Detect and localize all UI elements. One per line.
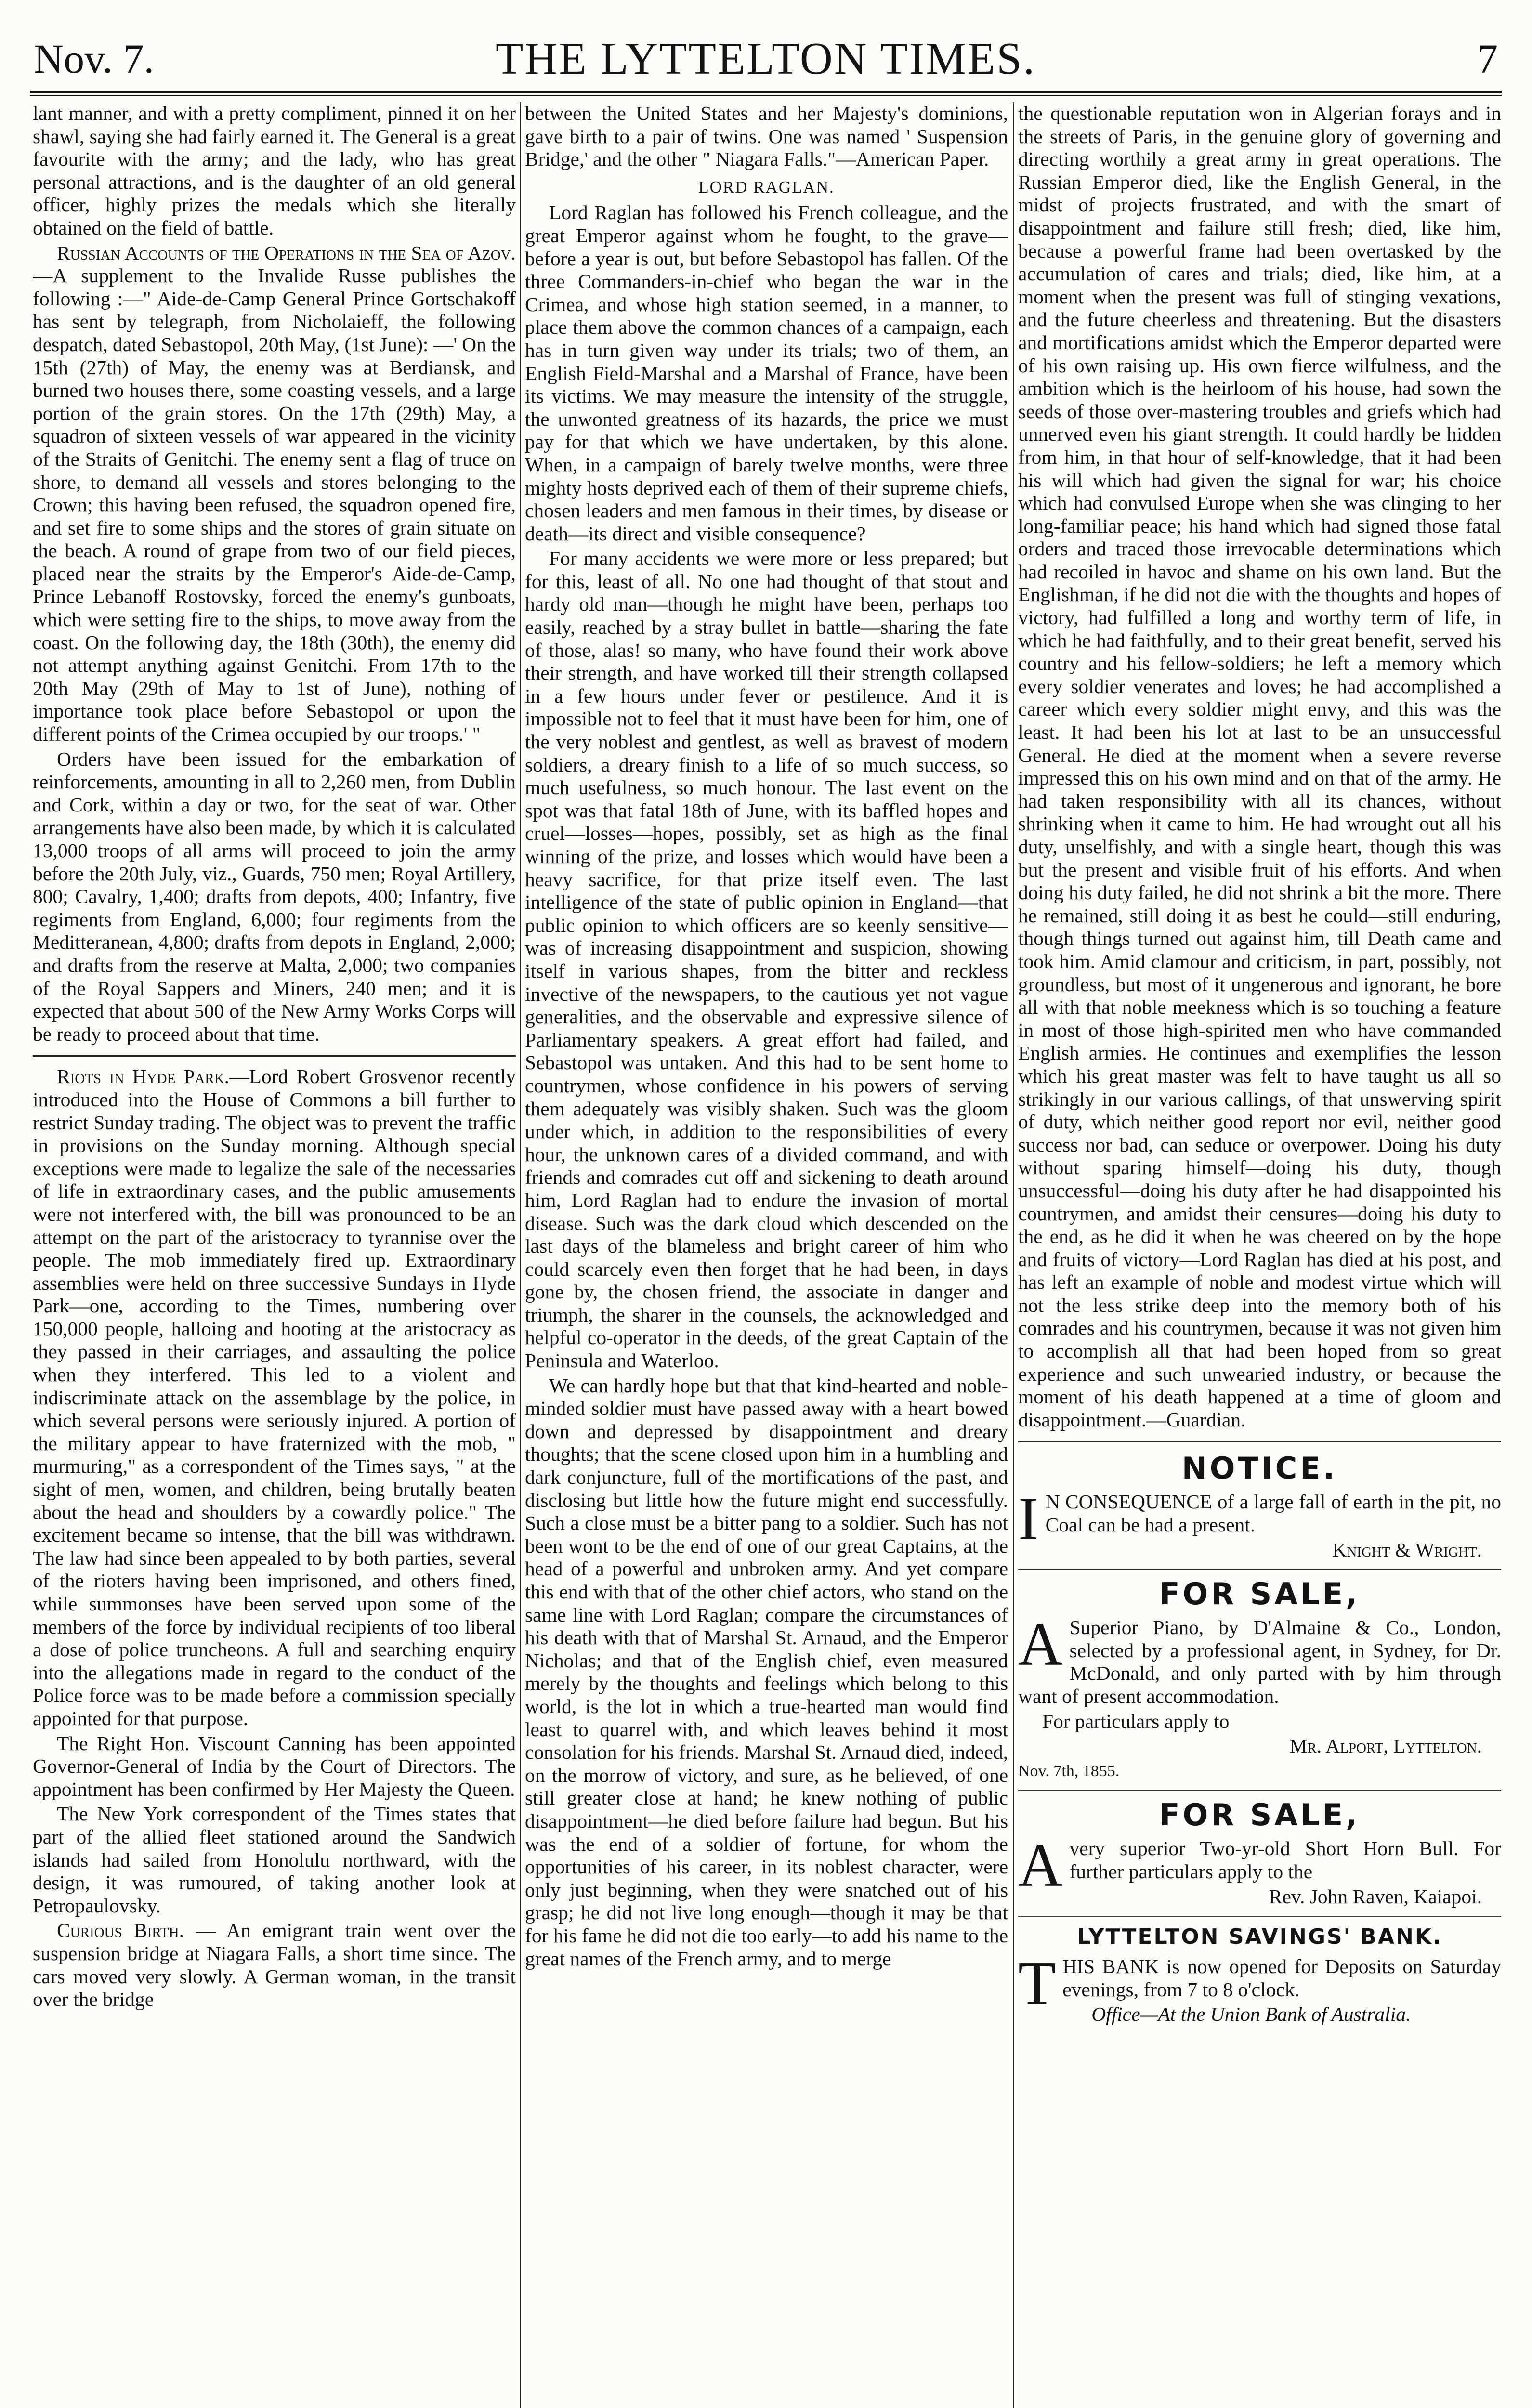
- ad-office: Office—At the Union Bank of Australia.: [1091, 2003, 1411, 2026]
- article-text: —A supplement to the Invalide Russe publishes the following :—" Aide-de-Camp General Prince Gortschakoff has sent by telegraph, from Nicholaieff, the following despatch, dated Sebastopol, 20th May, (1st June): —' On the 15th (27th) of May, the enemy was at Berdiansk, and burned two houses there, some coasting vessels, and a large portion of the grain stores. On the 17th (29th) May, a squadron of sixteen vessels of war appeared in the vicinity of the Straits of Genitchi. The enemy sent a flag of truce on shore, to demand all vessels and stores belonging to the Crown; this having been refused, the squadron opened fire, and set fire to some ships and the stores of grain situate on the beach. A round of grape from two of our field pieces, placed near the straits by the Emperor's Aide-de-Camp, Prince Lebanoff Rostovsky, forced the enemy's gunboats, which were setting fire to the ships, to move away from the coast. On the following day, the 18th (30th), the enemy did not attempt anything against Genitchi. From 17th to the 20th May (29th of May to 1st of June), nothing of importance took place before Sebastopol or upon the different points of the Crimea occupied by our troops.' ": [33, 264, 516, 746]
- column-1: [33, 102, 516, 2408]
- article-paragraph: [33, 1919, 516, 2011]
- article-text: lant manner, and with a pretty compliment, pinned it on her shawl, saying she had fairly earned it. The General is a great favourite with the army; and the lady, who has great personal attractions, and is the daughter of an old general officer, highly prizes the medals which she literally obtained on the field of battle.: [33, 102, 516, 239]
- page-number: 7: [1477, 36, 1498, 82]
- ad-heading: FOR SALE,: [1159, 1797, 1360, 1833]
- article-text: —Lord Robert Grosvenor recently introduced into the House of Commons a bill further to restrict Sunday trading. The object was to prevent the traffic in provisions on the Sunday morning. Although special exceptions were made to legalize the sale of the necessaries of life in extraordinary cases, and the public amusements were not interfered with, the bill was pronounced to be an attempt on the part of the aristocracy to tyrannise over the people. The mob immediately fired up. Extraordinary assemblies were held on three successive Sundays in Hyde Park—one, according to the Times, numbering over 150,000 people, halloing and hooting at the aristocracy as they passed in their carriages, and assaulting the police when they interfered. This led to a violent and indiscriminate attack on the assemblage by the police, in which several persons were seriously injured. A portion of the military appear to have fraternized with the mob, " murmuring," as a correspondent of the Times says, " at the sight of men, women, and children, being brutally beaten about the head and shoulders by a cowardly police." The excitement became so intense, that the bill was withdrawn. The law had since been appealed to by both parties, several of the rioters having been imprisoned, and others fined, while summonses have been served upon some of the members of the force by individual recipients of too liberal a dose of police truncheons. A full and searching enquiry into the allegations made in regard to the conduct of the Police force was to be made before a commission specially appointed for that purpose.: [33, 1065, 516, 1729]
- savings-bank-ad: [1018, 1924, 1501, 2026]
- article-text: The Right Hon. Viscount Canning has been appointed Governor-General of India by the Court of Directors. The appointment has been confirmed by Her Majesty the Queen.: [33, 1732, 516, 1800]
- article-heading: LORD RAGLAN.: [698, 177, 835, 196]
- ad-body: Superior Piano, by D'Almaine & Co., London, selected by a professional agent, in Sydney, for Dr. McDonald, and only parted with by him through want of present accommodation.: [1018, 1616, 1501, 1707]
- article-text: We can hardly hope but that that kind-hearted and noble-minded soldier must have passed away with a heart bowed down and depressed by disappointment and dreary thoughts; that the scene closed upon him in a humbling and dark conjuncture, full of the mortifications of the past, and disclosing but little how the future might end successfully. Such a close must be a bitter pang to a soldier. Such has not been wont to be the end of one of our great Captains, at the head of a powerful and unbroken army. And yet compare this end with that of the other chief actors, who stand on the same line with Lord Raglan; compare the circumstances of his death with that of Marshal St. Arnaud, and the Emperor Nicholas; and that of the English chief, even measured merely by the thoughts and feelings which belong to this world, is the lot in which a true-hearted man would find least to quarrel with, and which leaves behind it most consolation for his friends. Marshal St. Arnaud died, indeed, on the morrow of victory, and sure, as he believed, of one still greater close at hand; he knew nothing of public disappointment—he died before failure had begun. But his was the end of a soldier of fortune, for whom the opportunities of his career, in its noblest character, were only just beginning, when they were snatched out of his grasp; he did not live long enough—though it may be that for his fame he did not die too early—to add his name to the great names of the French army, and to merge: [525, 1374, 1008, 1970]
- piano-sale-ad: [1018, 1577, 1501, 1782]
- column-3: [1018, 102, 1501, 2408]
- drop-cap: T: [1018, 1949, 1056, 2018]
- ad-signature: Mr. Alport, Lyttelton.: [1289, 1735, 1482, 1757]
- ad-heading: NOTICE.: [1181, 1451, 1338, 1486]
- ad-separator: [1018, 1790, 1501, 1791]
- article-text: For many accidents we were more or less prepared; but for this, least of all. No one had thought of that stout and hardy old man—though he might have been, perhaps too easily, reached by a stray bullet in battle—sharing the fate of those, alas! so many, who have found their work above their strength, and have worked till their strength collapsed in a few hours under fever or pestilence. And it is impossible not to feel that it must have been for him, one of the very noblest and gentlest, as well as bravest of modern soldiers, a dreary finish to a life of so much success, so much usefulness, so much honour. The last event on the spot was that fatal 18th of June, with its baffled hopes and cruel—losses—hopes, possibly, set as high as the final winning of the prize, and losses which would have been a heavy sacrifice, for that prize itself even. The last intelligence of the state of public opinion in England—that public opinion to which officers are so keenly sensitive—was of increasing disappointment and suspicion, showing itself in various shapes, from the bitter and reckless invective of the newspapers, to the cautious yet not vague generalities, and the observable and expressive silence of Parliamentary speakers. A great effort had failed, and Sebastopol was untaken. And this had to be sent home to countrymen, whose confidence in his powers of serving them adequately was visibly shaken. Such was the gloom under which, in addition to the responsibilities of every hour, the unknown cares of a divided command, and with friends and comrades cut off and sickening to death around him, Lord Raglan had to endure the invasion of mortal disease. Such was the dark cloud which descended on the last days of the blameless and bright career of him who could scarcely even then forget that he had been, in days gone by, the chosen friend, the associate in danger and triumph, the sharer in the counsels, the acknowledged and helpful co-operator in the deeds, of the great Captain of the Peninsula and Waterloo.: [525, 547, 1008, 1372]
- ad-separator: [1018, 1441, 1501, 1442]
- article-paragraph: [33, 1065, 516, 1730]
- article-heading: Russian Accounts of the Operations in the Sea of Azov.: [57, 241, 516, 264]
- ad-separator: [1018, 1569, 1501, 1570]
- drop-cap: A: [1018, 1610, 1063, 1679]
- ad-body: very superior Two-yr-old Short Horn Bull. For further particulars apply to the: [1069, 1837, 1501, 1883]
- article-text: Lord Raglan has followed his French colleague, and the great Emperor against whom he fought, to the grave—before a year is out, but before Sebastopol has fallen. Of the three Commanders-in-chief who began the war in the Crimea, and whose high station seemed, in a manner, to place them above the common chances of a campaign, each has in turn given way under its trials; two of them, an English Field-Marshal and a Marshal of France, have been its victims. We may measure the intensity of the struggle, the unwonted greatness of its hazards, the price we must pay for that which we have undertaken, by this alone. When, in a campaign of barely twelve months, were three mighty hosts deprived each of them of their supreme chiefs, chosen leaders and men famous in their times, by disease or death—its direct and visible consequence?: [525, 201, 1008, 545]
- ad-body: HIS BANK is now opened for Deposits on Saturday evenings, from 7 to 8 o'clock.: [1062, 1955, 1501, 2001]
- masthead-rule: [30, 91, 1502, 93]
- article-text: Orders have been issued for the embarkation of reinforcements, amounting in all to 2,260 men, from Dublin and Cork, within a day or two, for the seat of war. Other arrangements have also been made, by which it is calculated 13,000 troops of all arms will proceed to join the army before the 20th July, viz., Guards, 750 men; Royal Artillery, 800; Cavalry, 1,400; drafts from depots, 400; Infantry, five regiments from England, 6,000; four regiments from the Meditteranean, 4,800; drafts from depots in England, 2,000; and drafts from the reserve at Malta, 2,000; two companies of the Royal Sappers and Miners, 240 men; and it is expected that about 500 of the New Army Works Corps will be ready to proceed about that time.: [33, 747, 516, 1045]
- article-separator: [33, 1055, 516, 1057]
- ad-heading: LYTTELTON SAVINGS' BANK.: [1077, 1924, 1442, 1950]
- masthead: [34, 35, 1498, 88]
- column-divider: [520, 102, 521, 2408]
- drop-cap: A: [1018, 1831, 1063, 1900]
- ad-heading: FOR SALE,: [1159, 1576, 1360, 1612]
- article-text: — An emigrant train went over the suspension bridge at Niagara Falls, a short time since. The cars moved very slowly. A German woman, in the transit over the bridge: [33, 1919, 516, 2011]
- bull-sale-ad: [1018, 1798, 1501, 1908]
- issue-date: Nov. 7.: [34, 36, 155, 82]
- ad-signature: Rev. John Raven, Kaiapoi.: [1269, 1885, 1482, 1908]
- article-text: the questionable reputation won in Algerian forays and in the streets of Paris, in the genuine glory of governing and directing worthily a great army in great operations. The Russian Emperor died, like the English General, in the midst of projects frustrated, and with the smart of disappointment and failure still fresh; died, like him, because a powerful frame had been overtasked by the accumulation of cares and trials; died, like him, at a moment when the present was full of stinging vexations, and the future cheerless and threatening. But the disasters and mortifications amidst which the Emperor departed were of his own raising up. His own fierce wilfulness, and the ambition which is the heirloom of his house, had sown the seeds of those over-mastering troubles and griefs which had unnerved even his giant strength. It could hardly be hidden from him, in that hour of self-knowledge, that it had been his will which had given the signal for war; his choice which had convulsed Europe when she was clinging to her long-familiar peace; his hand which had signed those fatal orders and traced those irrevocable determinations which had recoiled in havoc and shame on his own land. But the Englishman, if he did not die with the thoughts and hopes of victory, had fulfilled a long and worthy term of life, in which he had faithfully, and to their great benefit, served his country and his fellow-soldiers; he left a memory which every soldier venerates and loves; he had accomplished a career which every soldier might envy, and this was the least. It had been his lot at last to be an unsuccessful General. He died at the moment when a severe reverse impressed this on his own mind and on that of the army. He had taken responsibility with all its chances, without shrinking when it came to him. He had wrought out all his duty, unselfishly, and with a single heart, though this was but the present and visible fruit of his efforts. And when doing his duty failed, he did not shrink a bit the more. There he remained, still doing it as best he could—still enduring, though things turned out against him, till Death came and took him. Amid clamour and criticism, in part, possibly, not groundless, but most of it ungenerous and ignorant, he bore all with that noble meekness which is so touching a feature in most of those high-spirited men who have commanded English armies. He continues and exemplifies the lesson which his great master was felt to have taught us all so strikingly in our various callings, of that unswerving spirit of duty, which neither good report nor evil, neither good success nor bad, can seduce or overpower. Doing his duty without sparing himself—doing his duty, though unsuccessful—doing his duty after he had disappointed his countrymen, and amidst their censures—doing his duty to the end, as he did it when he was cheered on by the hope and fruits of victory—Lord Raglan has died at his post, and has left an example of noble and modest virtue which will not the less strike deep into the memory both of his comrades and his countrymen, because it was not given him to accomplish all that had been hoped from so great experience and such unwearied industry, or because the moment of his death happened at a time of gloom and disappointment.—Guardian.: [1018, 102, 1501, 1431]
- drop-cap: I: [1018, 1484, 1039, 1553]
- ad-text: [1018, 1610, 1501, 1708]
- notice-ad: [1018, 1451, 1501, 1561]
- newspaper-title: THE LYTTELTON TIMES.: [496, 34, 1036, 84]
- ad-apply: For particulars apply to: [1042, 1710, 1230, 1732]
- ad-body: N CONSEQUENCE of a large fall of earth in the pit, no Coal can be had a present.: [1045, 1491, 1501, 1536]
- article-text: between the United States and her Majesty's dominions, gave birth to a pair of twins. One was named ' Suspension Bridge,' and the other " Niagara Falls."—American Paper.: [525, 102, 1008, 170]
- article-paragraph: [33, 242, 516, 746]
- ad-separator: [1018, 1916, 1501, 1917]
- column-2: [525, 102, 1008, 2408]
- ad-date: Nov. 7th, 1855.: [1018, 1762, 1120, 1780]
- ad-signature: Knight & Wright.: [1332, 1538, 1482, 1561]
- column-divider: [1013, 102, 1014, 2408]
- masthead-rule-thin: [30, 95, 1502, 96]
- article-heading: Riots in Hyde Park.: [57, 1065, 230, 1088]
- article-text: The New York correspondent of the Times states that part of the allied fleet stationed around the Sandwich islands had sailed from Honolulu northward, with the design, it was rumoured, of taking another look at Petropaulovsky.: [33, 1803, 516, 1917]
- article-heading: Curious Birth.: [57, 1919, 184, 1942]
